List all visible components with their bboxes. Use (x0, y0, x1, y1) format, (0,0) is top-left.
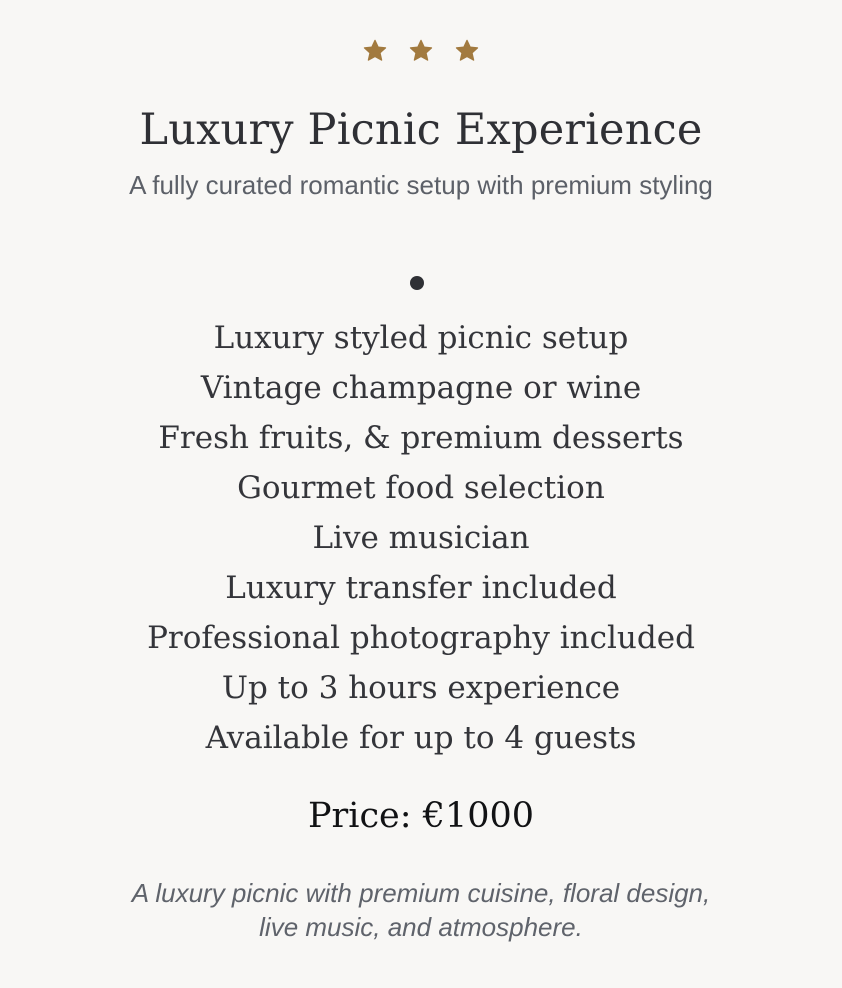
bullet-dot-icon (410, 276, 424, 290)
feature-item: Fresh fruits, & premium desserts (158, 420, 684, 456)
feature-item: Luxury transfer included (225, 570, 617, 606)
feature-item: Vintage champagne or wine (200, 370, 642, 406)
star-icon (408, 38, 434, 64)
feature-item: Available for up to 4 guests (205, 720, 637, 756)
rating-stars (0, 38, 842, 64)
feature-item: Up to 3 hours experience (221, 670, 621, 706)
feature-item: Gourmet food selection (237, 470, 605, 506)
star-icon (362, 38, 388, 64)
star-icon (454, 38, 480, 64)
feature-item: Professional photography included (147, 620, 695, 656)
package-description: A luxury picnic with premium cuisine, floral design, live music, and atmosphere. (131, 878, 711, 942)
feature-item: Live musician (312, 520, 530, 556)
package-title: Luxury Picnic Experience (139, 105, 703, 155)
package-price: Price: €1000 (307, 796, 535, 836)
package-subtitle: A fully curated romantic setup with premium styling (129, 170, 713, 200)
feature-item: Luxury styled picnic setup (213, 320, 629, 356)
feature-list (0, 313, 842, 763)
